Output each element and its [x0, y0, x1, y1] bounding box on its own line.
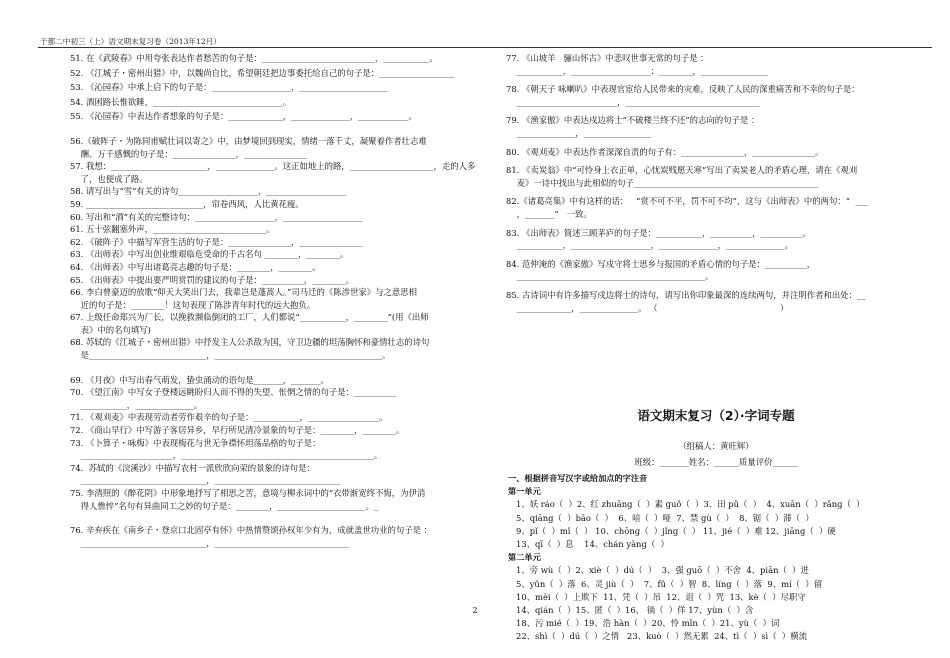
right-column — [506, 52, 926, 642]
vocab-line: 9、pǐ（ ）mǐ（ ） 10、chōng（ ）jǐng（ ） 11、jié（ ）难 12、jiāng（ ）硬 — [516, 525, 836, 536]
question-line: 79. 《渔家傲》中表达戍边将士“不破楼兰终不还”的志向的句子是 ： — [506, 115, 760, 126]
question-line: ______________________，______________________________________________。 — [70, 450, 383, 461]
section-title: 语文期末复习（2）·字词专题 — [637, 408, 795, 423]
question-line: 61. 五十弦翻塞外声，___________________________。 — [70, 224, 275, 235]
question-line: ______________________________，________________________________ — [70, 537, 349, 548]
vocab-line: 14、qián（ ）15、匿（ ）16、 徜（ ）佯 17、yùn（ ）含 — [516, 605, 754, 616]
question-line: 78. 《朝天子 咏喇叭》中表现官宦给人民带来的灾难，反映了人民的深重痛苦和不幸的句子是： — [506, 84, 860, 95]
unit-1-lines — [508, 498, 928, 551]
question-line: 65. 《出师表》中提出要严明赏罚的建议的句子是：__________，________。 — [70, 274, 354, 285]
question-line: 67. 上级任命郑兴为厂长，以挽救濒临倒闭的工厂，人们都说“___________，________”(用《出师 — [70, 312, 429, 323]
question-line: 是____________________________，________________________________________。 — [70, 350, 391, 361]
question-line: 了，也便成了路。 — [70, 173, 148, 184]
question-line: 80. 《观刈麦》中表达作者深深自责的句子有：_______________，_______________。 — [506, 146, 824, 157]
question-line: 81. 《卖炭翁》中“可怜身上衣正单，心忧炭贱愿天寒”写出了卖炭老人的矛盾心理，请在《观刈 — [506, 165, 858, 176]
question-line: 71. 《观刈麦》中表现劳动者劳作艰辛的句子是：___________，_________________。 — [70, 412, 388, 423]
question-line: 56.《破阵子・为陈同甫赋壮词以寄之》中，由梦境回到现实，情绪一落千丈，凝聚着作者壮志难 — [70, 135, 427, 146]
question-line: 57. 我想：_______________________，______________。这正如地上的路，____________________，走的人多 — [70, 161, 476, 172]
question-line: 72. 《商山早行》中写游子客居异乡，早行所见清冷景象的句子是：________，________。 — [70, 425, 405, 436]
question-line: ______________，________________ — [506, 127, 651, 138]
page-header: 于都二中初三（上）语文期末复习卷（2013年12月） — [40, 37, 221, 46]
question-line: 51. 在《武陵春》中用夸张表达作者愁苦的句子是：___________________________，___________。 — [70, 53, 438, 63]
question-line: 69. 《月夜》中写出春气萌发，蛰虫涌动的语句是_______，_______。 — [70, 374, 329, 385]
question-line: ___________，___________________；________，________________ — [506, 65, 768, 76]
vocab-line: 13、qī（ ）息 14、chán yàng（ ） — [516, 539, 669, 550]
question-line: 55. 《沁园春》中表达作者想象的句子是：_____________，______________，____________。 — [70, 111, 417, 122]
question-line: 酬、万千感慨的句子是：_______________，_______________ — [70, 148, 307, 159]
question-line: 84. 范仲淹的《渔家傲》写戍守将士思乡与报国的矛盾心情的句子是：__________， — [506, 258, 816, 269]
question-line: 76. 辛弃疾在《南乡子・登京口北固亭有怀》中热情赞颂孙权年少有为，成就盖世功业的句子是 ： — [70, 525, 433, 536]
question-line: _____________________________________________。 — [506, 271, 714, 282]
vocab-section — [508, 472, 928, 644]
question-line: 63. 《出师表》中写出创业维艰临危受命的千古名句 ________，________。 — [70, 249, 349, 260]
spacer — [70, 123, 488, 135]
student-fields: 班级：_______姓名：______质量评价______ — [634, 457, 798, 467]
compiler-line: （组稿人：黄旺辉） — [678, 441, 754, 451]
vocab-line: 22、shì（ ）dú（ ）之情 23、kuò（ ）然无累 24、tì（ ）sì（ ）横流 — [516, 631, 808, 642]
question-line: 60. 写出和“酒”有关的完整诗句：___________________，___________________ — [70, 211, 363, 222]
question-line: 59. ____________________________，帘卷西风，人比黄花瘦。 — [70, 198, 304, 209]
question-line: 85. 古诗词中有许多描写戍边将士的诗句，请写出你印象最深的连续两句，并注明作者和出处：__ — [506, 289, 866, 300]
question-line: 83. 《出师表》简述三顾茅庐的句子是：___________，__________，__________。 — [506, 227, 811, 238]
question-line: 52. 《江城子・密州出猎》中，以魏尚自比，希望朝廷把边事委托给自己的句子是：__________________ — [70, 67, 455, 78]
left-column — [70, 52, 488, 549]
header-rule — [38, 47, 932, 48]
question-line: _____________，______________。 （ ） — [506, 302, 789, 313]
question-line: 75. 李清照的《醉花阴》中形象地抒写了相思之苦，意境与柳永词中的“衣带渐宽终不悔，为伊消 — [70, 488, 426, 498]
question-line: 表》中的名句填写) — [70, 324, 151, 335]
question-line: 近的句子是：________！这句表现了陈涉青年时代的远大抱负。 — [70, 299, 316, 310]
unit-2-heading: 第二单元 — [508, 552, 541, 563]
unit-1-heading: 第一单元 — [508, 486, 541, 497]
spacer — [70, 512, 488, 524]
unit-2-lines — [508, 564, 928, 643]
vocab-line: 5、qiāng（ ）bāo（ ） 6、喑（ ）哑 7、禁 gù（ ） 8、锯（ ）滞（ ） — [516, 512, 814, 523]
page-number: 2 — [472, 606, 478, 615]
vocab-line: 10、mèi（ ）上欺下 11、凭（ ）吊 12、诅（ ）咒 13、kè（ ）尽职守 — [516, 591, 806, 602]
question-line: 73. 《卜算子・咏梅》中表现梅花与世无争襟怀坦荡品格的句子是： — [70, 437, 321, 448]
question-line: 68. 苏轼的《江城子・密州出猎》中抒发主人公杀敌为国，守卫边疆的坦荡胸怀和豪情壮志的诗句 — [70, 337, 430, 348]
question-line: 得人憔悴”名句有异曲同工之妙的句子是：________，_____________________。_ — [70, 500, 379, 511]
question-line: 74. 苏轼的《浣溪沙》中描写农村一派欣欣向荣的景象的诗句是： — [70, 462, 315, 473]
question-line: 77. 《山坡羊 骊山怀古》中悲叹世事无常的句子是 ： — [506, 53, 709, 63]
question-line: 58. 请写出与“雪”有关的诗句___________________，___________________ — [70, 186, 346, 197]
question-line: ______________________________，______________________________ — [70, 475, 341, 486]
question-line: ________________________，________________________________ — [506, 96, 760, 107]
question-line: 麦》一诗中找出与此相似的句子____________________________________________ — [506, 177, 819, 188]
vocab-line: 5、yǔn（ ）落 6、灵 jiù（ ） 7、fǔ（ ）智 8、líng（ ）落 9、mí（ ）留 — [516, 578, 823, 589]
spacer — [70, 362, 488, 374]
question-line: 70. 《望江南》中写女子登楼远眺盼归人而不得的失望、怅惘之情的句子是：__________ — [70, 387, 396, 398]
vocab-line: 1、旁 wù（ ）2、xiè（ ）dú（ ） 3、强 guō（ ）不舍 4、piān（ ）进 — [516, 565, 809, 576]
question-line: ___________，______________。 — [70, 399, 203, 410]
question-line: ___________，___________________，______________，______________。 — [506, 240, 794, 251]
right-questions — [506, 52, 926, 314]
question-line: ，_______” 一致。 — [506, 208, 592, 219]
question-line: 54. 酒困路长惟欲睡，_______________________________。 — [70, 96, 292, 107]
question-line: 66. 李白曾豪迈的放歌“仰天大笑出门去，我辈岂是蓬蒿人。”司马迁的《陈涉世家》与之意思相 — [70, 287, 417, 298]
question-line: 64. 《出师表》中写出诸葛亮志趣的句子是：________，________。 — [70, 261, 321, 272]
vocab-line: 1、妖 ráo（ ）2、红 zhuāng（ ）素 guǒ（ ）3、田 pǔ（ ） 4、xuān（ ）rǎng（ ） — [516, 499, 865, 510]
question-line: 62. 《破阵子》中描写军营生活的句子是：_______________，_______________ — [70, 236, 363, 247]
question-line: 82.《诸葛亮集》中有这样的话： “赏不可不平，罚不可不均”，这与《出师表》中的两句：“ ___ — [506, 196, 868, 207]
vocab-heading: 一、根据拼音写汉字或给加点的字注音 — [508, 473, 648, 483]
vocab-line: 18、污 mié（ ）19、浩 hàn（ ）20、怜 mǐn（ ）21、yù（ ）词 — [516, 618, 780, 629]
question-line: 53. 《沁园春》中承上启下的句子是：___________________，_____________________ — [70, 82, 388, 93]
